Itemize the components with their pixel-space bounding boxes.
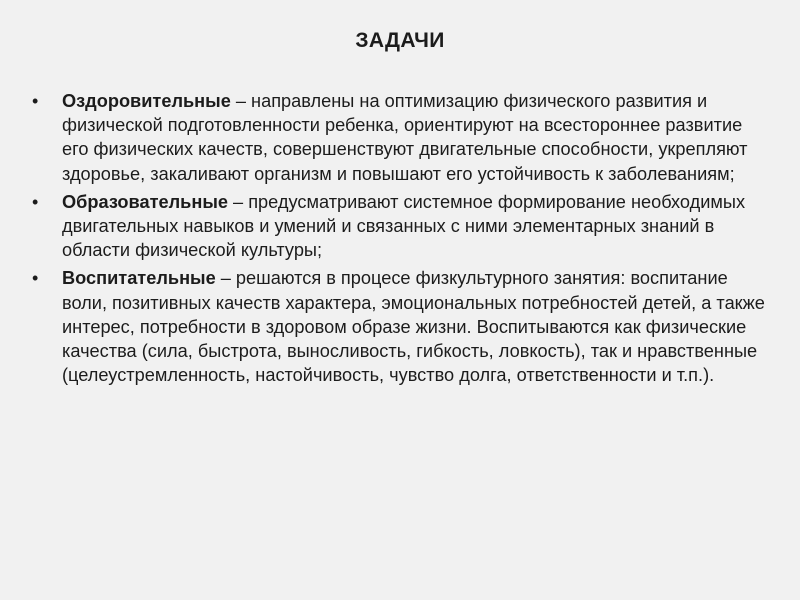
bullet-icon: • xyxy=(32,268,39,289)
task-item-education xyxy=(32,190,772,263)
task-description: – направлены на оптимизацию физического развития и физической подготовленности ребенка, ориентируют на всестороннее развитие его физических качеств, совершенствуют двигательные способности, укрепляют здоровье, закаливают организм и повышают его устойчивость к заболеваниям; xyxy=(62,91,748,184)
bullet-icon: • xyxy=(32,91,39,111)
task-item-health xyxy=(32,89,772,186)
task-term: Оздоровительные xyxy=(62,91,231,111)
task-description: – предусматривают системное формирование необходимых двигательных навыков и умений и связанных с ними элементарных знаний в области физической культуры; xyxy=(62,191,746,261)
task-description: – решаются в процесе физкультурного занятия: воспитание воли, позитивных качеств характера, эмоциональных потребностей детей, а также интерес, потребности в здоровом образе жизни. Воспитываются как физические качества (сила, быстрота, выносливость, гибкость, ловкость), так и нравственные (целеустремленность, настойчивость, чувство долга, ответственности и т.п.). xyxy=(62,268,765,386)
task-term: Образовательные xyxy=(62,191,228,212)
task-term: Воспитательные xyxy=(62,268,216,289)
slide-title: ЗАДАЧИ xyxy=(355,29,445,52)
bullet-icon: • xyxy=(32,191,39,212)
task-item-upbringing xyxy=(32,266,772,387)
task-list xyxy=(32,89,772,391)
